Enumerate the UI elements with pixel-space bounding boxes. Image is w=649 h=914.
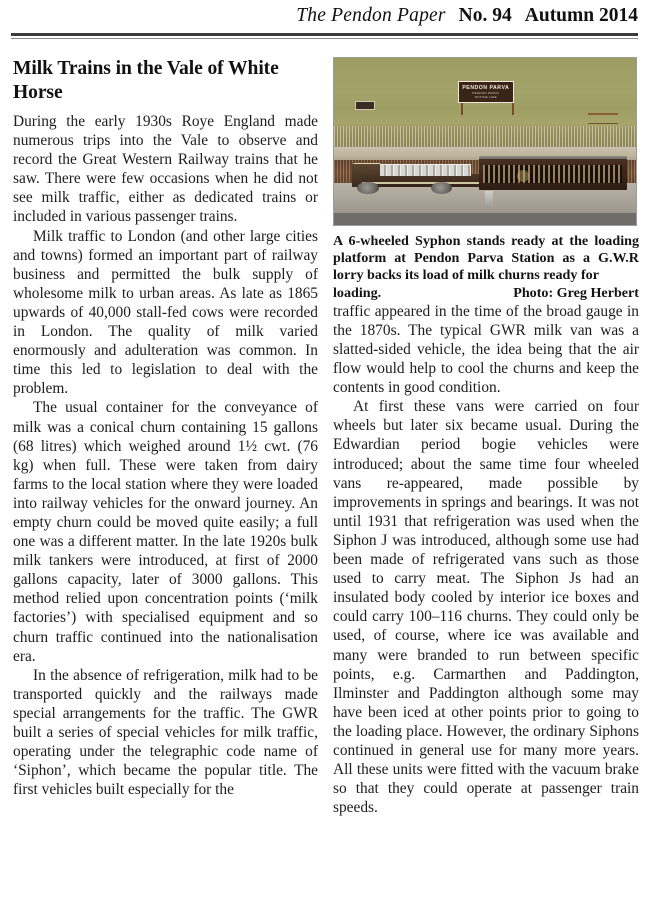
photo-syphon-van	[479, 158, 627, 190]
photo-caption-end: loading.	[333, 284, 382, 301]
photo-milk-churns	[380, 164, 471, 176]
photo-caption-last-line	[333, 285, 639, 302]
paragraph: During the early 1930s Roye England made numerous trips into the Vale to observe and record the Great Western Railway trains that he saw. There were few occasions when he did not see milk traffic, either as dedicated trains or included in various passenger trains.	[13, 113, 318, 226]
issue-season: Autumn 2014	[524, 5, 638, 26]
photo-small-sign	[355, 101, 375, 110]
paragraph: At first these vans were carried on four wheels but later six became usual. During the Edwardian period bogie vehicles were introduced; about the same time four wheeled vans re-appeared, made possible by improvements in springs and bearings. It was not until 1931 that refrigeration was used when the Siphon J was introduced, although some use had been made of refrigerated vans such as those used to carry meat. The Siphon Js had an insulated body cooled by interior ice boxes and could carry 100–116 churns. They could only be used, of course, where ice was available and many were branded to run between specific points, e.g. Carmarthen and Paddington, Ilminster and Paddington although some may have been iced at other points prior to going to the loading place. However, the ordinary Siphons continued in general use for many more years. All these units were fitted with the vacuum brake so that they could operate at passenger train speeds.	[333, 398, 639, 817]
paragraph: Milk traffic to London (and other large cities and towns) formed an important part of railway business and permitted the bulk supply of wholesome milk to urban areas. As late as 1865 upwards of 40,000 stall-fed cows were recorded in London. The quality of milk varied enormously and adulteration was common. In time this led to legislation to deal with the problem.	[13, 227, 318, 398]
photo-lorry-wheel-front	[357, 182, 379, 194]
paragraph: The usual container for the conveyance of milk was a conical churn containing 15 gallons (68 litres) which weighed around 1½ cwt. (76 kg) when full. These were taken from dairy farms to the local station where they were loaded into railway vehicles for the onward journey. An empty churn could be moved quite easily; a full one was a different matter. In the late 1920s bulk milk tankers were introduced, at first of 2000 gallons capacity, later of 3000 gallons. This method relied upon concentration points (‘milk factories’) with specialised equipment and so churn traffic continued into the nationalisation era.	[13, 399, 318, 665]
left-column	[13, 57, 318, 799]
photo-platform-churn	[485, 191, 493, 207]
article-headline: Milk Trains in the Vale of White Horse	[13, 58, 279, 103]
photo-lorry-stripe	[362, 182, 479, 184]
paragraph: traffic appeared in the time of the broad gauge in the 1870s. The typical GWR milk van was a slatted-sided vehicle, the idea being that the air flow would help to cool the churns and keep the contents in good condition.	[333, 302, 639, 397]
article-photo	[333, 57, 637, 226]
photo-lorry-wheel-rear	[431, 182, 453, 194]
photo-van-slats	[483, 165, 622, 183]
station-sign-line2: NOTICE LINE	[474, 94, 497, 99]
photo-gwr-lorry	[352, 158, 479, 195]
photo-picket-fence	[334, 126, 636, 148]
masthead-rule-thin	[11, 38, 638, 39]
photo-bench	[588, 113, 618, 124]
station-sign-name: PENDON PARVA	[462, 84, 510, 91]
photo-caption-text: A 6-wheeled Syphon stands ready at the loading platform at Pendon Parva Station as a G.W.R lorry backs its load of milk churns ready for	[333, 233, 639, 284]
publication-title: The Pendon Paper	[296, 5, 446, 26]
masthead	[11, 5, 638, 33]
right-column	[333, 57, 639, 817]
station-sign-line1: PENDON PARVA	[472, 90, 500, 95]
photo-caption	[333, 233, 639, 302]
photo-van-roof	[479, 156, 627, 159]
photo-station-sign	[458, 81, 514, 103]
issue-number: No. 94	[458, 5, 512, 26]
photo-credit: Photo: Greg Herbert	[513, 284, 639, 301]
photo-ground-shadow	[334, 213, 636, 225]
masthead-rule-thick	[11, 33, 638, 36]
photo-lorry-bed	[362, 174, 479, 186]
paragraph: In the absence of refrigeration, milk had to be transported quickly and the railways made special arrangements for the traffic. The GWR built a series of special vehicles for milk traffic, operating under the telegraphic code name of ‘Siphon’, which became the popular title. The first vehicles built especially for the	[13, 666, 318, 799]
